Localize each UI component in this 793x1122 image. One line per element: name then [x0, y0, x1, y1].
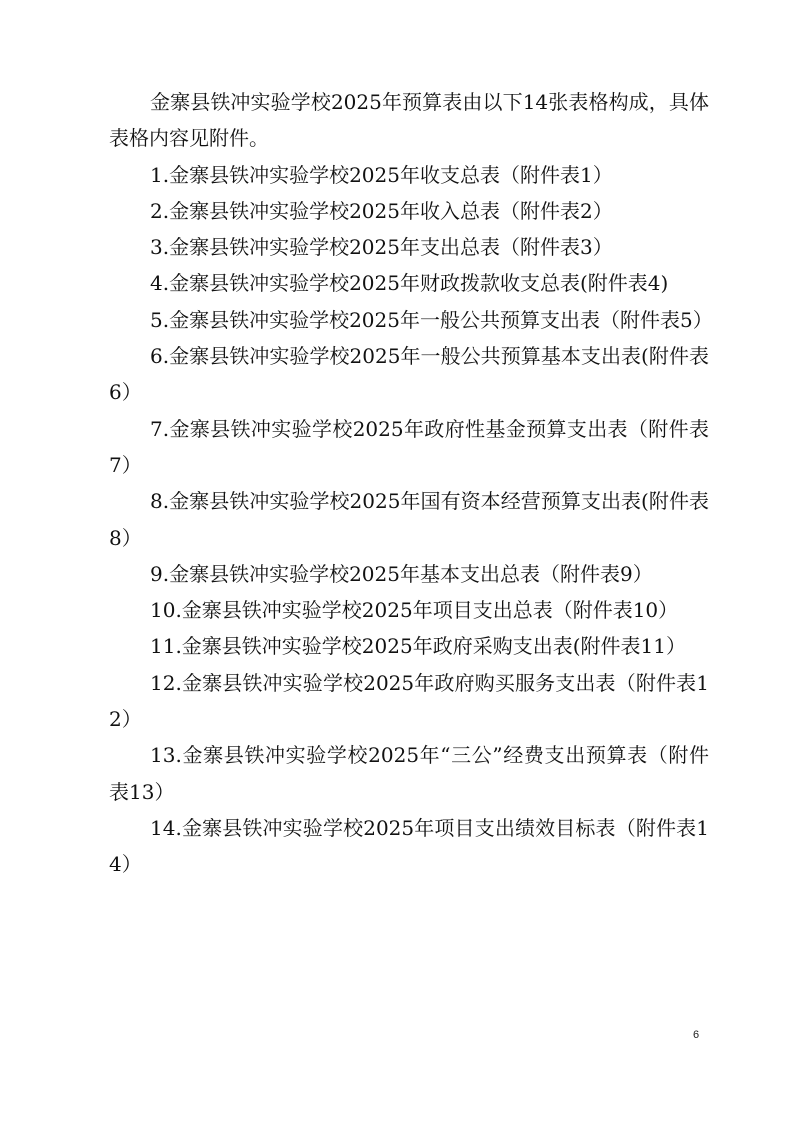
list-item-1: 1.金寨县铁冲实验学校2025年收支总表（附件表1）: [150, 162, 613, 187]
list-item-4: 4.金寨县铁冲实验学校2025年财政拨款收支总表(附件表4): [150, 271, 669, 296]
list-item-9: 9.金寨县铁冲实验学校2025年基本支出总表（附件表9）: [150, 561, 653, 586]
list-item-8: 8.金寨县铁冲实验学校2025年国有资本经营预算支出表(附件表8）: [109, 489, 709, 550]
list-item-7: 7.金寨县铁冲实验学校2025年政府性基金预算支出表（附件表7）: [109, 416, 709, 477]
page-number: 6: [693, 1029, 700, 1041]
list-item-3: 3.金寨县铁冲实验学校2025年支出总表（附件表3）: [150, 235, 613, 260]
list-item-12: 12.金寨县铁冲实验学校2025年政府购买服务支出表（附件表12）: [109, 670, 709, 732]
list-item-13: 13.金寨县铁冲实验学校2025年“三公”经费支出预算表（附件表13）: [109, 743, 709, 804]
intro-paragraph: 金寨县铁冲实验学校2025年预算表由以下14张表格构成，具体表格内容见附件。: [109, 90, 709, 151]
list-item-2: 2.金寨县铁冲实验学校2025年收入总表（附件表2）: [150, 198, 613, 223]
list-item-14: 14.金寨县铁冲实验学校2025年项目支出绩效目标表（附件表14）: [109, 815, 709, 877]
document-body: [109, 84, 713, 883]
list-item-10: 10.金寨县铁冲实验学校2025年项目支出总表（附件表10）: [150, 598, 679, 623]
list-item-6: 6.金寨县铁冲实验学校2025年一般公共预算基本支出表(附件表6）: [109, 344, 709, 405]
list-item-5: 5.金寨县铁冲实验学校2025年一般公共预算支出表（附件表5）: [150, 307, 713, 332]
list-item-11: 11.金寨县铁冲实验学校2025年政府采购支出表(附件表11）: [150, 634, 686, 659]
